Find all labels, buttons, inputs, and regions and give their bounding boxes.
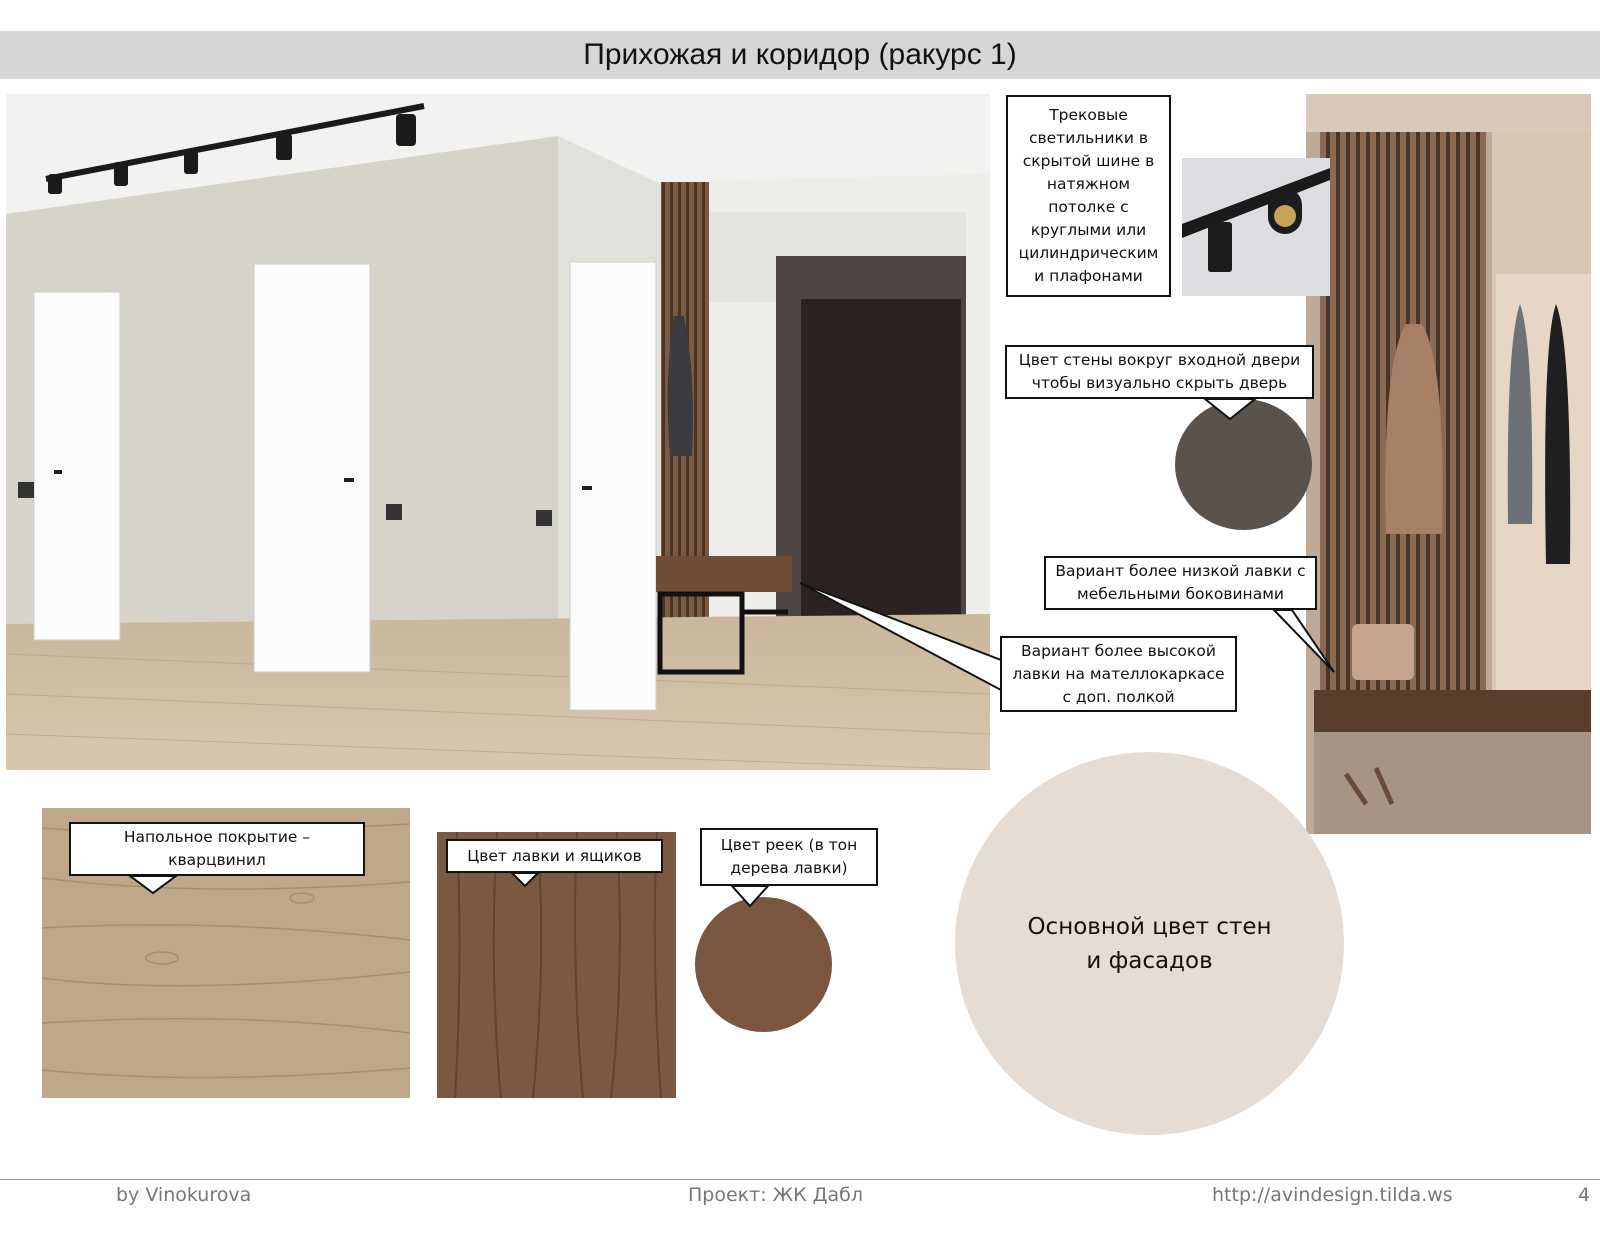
footer-url[interactable]: http://avindesign.tilda.ws bbox=[1212, 1184, 1453, 1206]
callout-line: цилиндрическим bbox=[1018, 244, 1159, 262]
callout-slats-color bbox=[700, 828, 878, 886]
page-title: Прихожая и коридор (ракурс 1) bbox=[583, 38, 1017, 71]
callout-line: круглыми или bbox=[1030, 221, 1147, 239]
callout-line: Цвет реек (в тон bbox=[720, 836, 858, 854]
hallway-render-image bbox=[6, 94, 990, 770]
callout-line: с доп. полкой bbox=[1062, 687, 1175, 706]
callout-line: Трековые bbox=[1049, 106, 1128, 124]
callout-line: Цвет стены вокруг входной двери bbox=[1018, 351, 1301, 369]
main-color-label: Основной цвет стен и фасадов bbox=[1027, 913, 1272, 974]
main-wall-color-swatch bbox=[955, 752, 1344, 1135]
callout-line: потолке с bbox=[1048, 198, 1129, 216]
callout-line: мебельными боковинами bbox=[1077, 585, 1284, 603]
callout-line: Напольное покрытие – bbox=[123, 828, 311, 846]
callout-line: скрытой шине в bbox=[1022, 152, 1155, 170]
title-bar bbox=[0, 31, 1600, 79]
callout-line: кварцвинил bbox=[168, 851, 266, 869]
callout-door-wall-color bbox=[1005, 345, 1314, 399]
callout-line: чтобы визуально скрыть дверь bbox=[1031, 374, 1288, 392]
track-light-thumbnail-image bbox=[1182, 158, 1330, 296]
callout-line: Вариант более высокой bbox=[1021, 641, 1216, 660]
callout-floor bbox=[69, 822, 365, 876]
callout-line: дерева лавки) bbox=[730, 859, 848, 877]
callout-track-lights bbox=[1006, 95, 1171, 297]
footer-project: Проект: ЖК Дабл bbox=[688, 1184, 863, 1206]
callout-high-bench bbox=[1000, 636, 1237, 712]
door-wall-color-swatch bbox=[1175, 399, 1312, 530]
slats-color-swatch bbox=[695, 897, 832, 1032]
callout-bench-color bbox=[446, 839, 663, 873]
callout-line: светильники в bbox=[1028, 129, 1149, 147]
footer-divider bbox=[0, 1179, 1600, 1180]
footer-author: by Vinokurova bbox=[116, 1184, 252, 1206]
callout-line: и плафонами bbox=[1034, 267, 1143, 285]
callout-line: натяжном bbox=[1046, 175, 1131, 193]
callout-low-bench bbox=[1044, 556, 1317, 610]
callout-line: Цвет лавки и ящиков bbox=[467, 846, 642, 865]
footer-page-number: 4 bbox=[1578, 1184, 1591, 1206]
callout-line: Вариант более низкой лавки с bbox=[1055, 562, 1306, 580]
reference-photo-image bbox=[1306, 94, 1591, 834]
callout-line: лавки на мателлокаркасе bbox=[1012, 664, 1225, 683]
